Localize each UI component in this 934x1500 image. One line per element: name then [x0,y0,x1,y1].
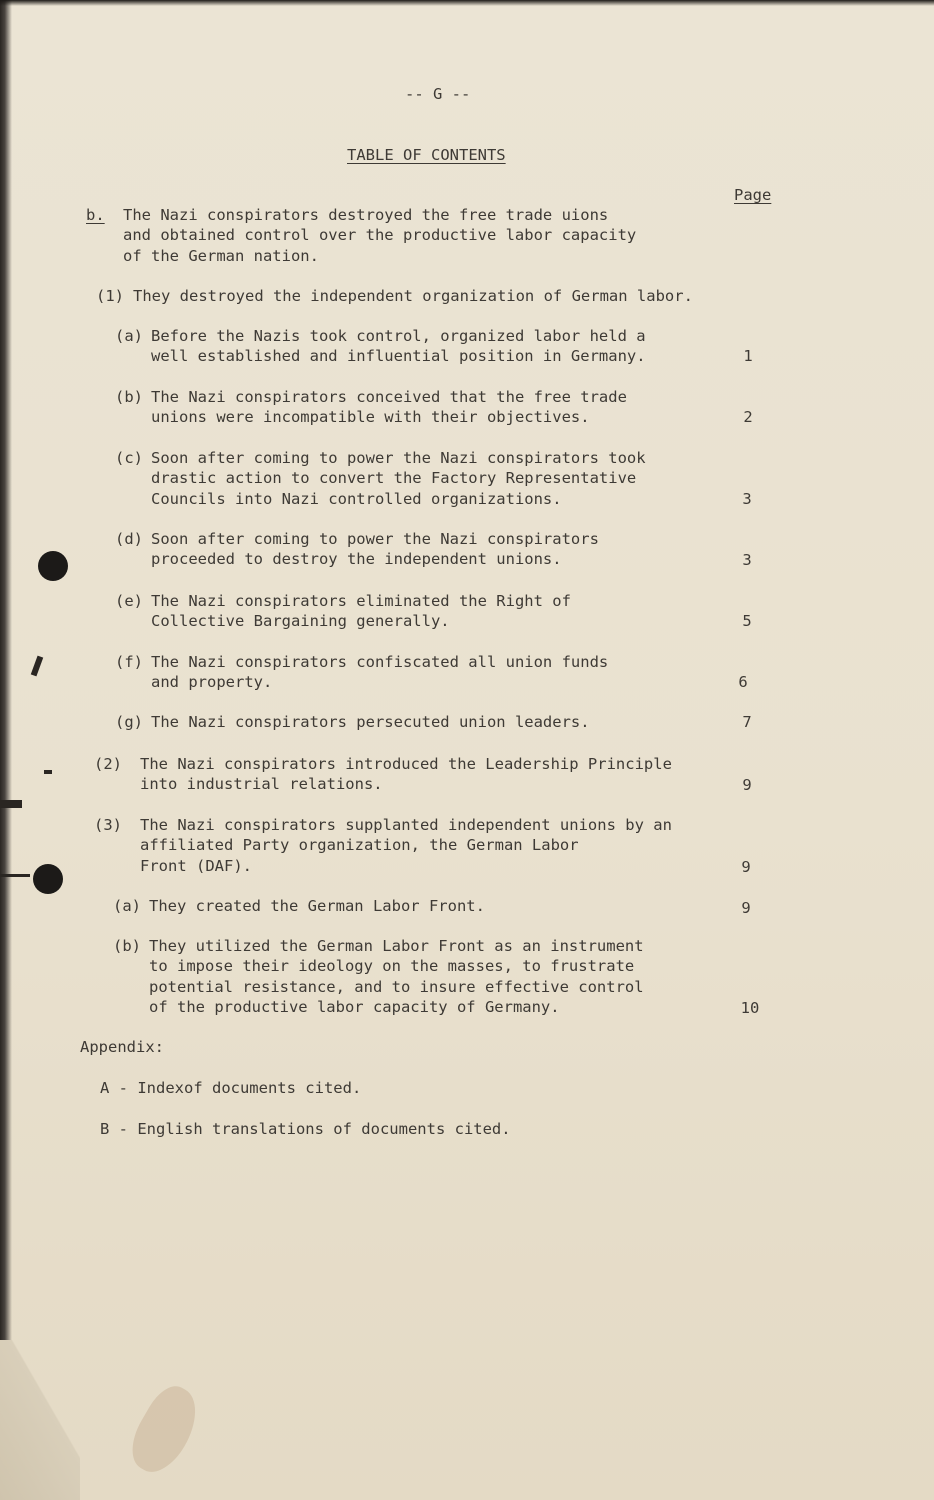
entry-marker: (a) [115,327,143,345]
entry-marker: b. [86,206,105,224]
entry-text: Before the Nazis took control, organized labor held a well established and influential position in Germany. [151,327,646,366]
entry-page-number: 1 [743,347,753,365]
entry-page-number: 9 [741,858,751,876]
entry-page-number: 5 [742,612,752,630]
entry-marker: (2) [94,755,122,773]
entry-text: Soon after coming to power the Nazi conspirators took drastic action to convert the Factory Representative Councils into Nazi controlled organizations. [151,449,646,508]
ink-mark [0,800,22,808]
entry-page-number: 9 [742,776,752,794]
entry-text: The Nazi conspirators introduced the Leadership Principle into industrial relations. [140,755,672,794]
entry-marker: (b) [115,388,143,406]
entry-marker: (g) [115,713,143,731]
appendix-item: B - English translations of documents cited. [100,1120,511,1138]
punch-hole-top [38,551,68,581]
entry-text: They destroyed the independent organization of German labor. [133,287,693,305]
entry-marker: (b) [113,937,141,955]
entry-text: The Nazi conspirators persecuted union leaders. [151,713,590,731]
ink-mark [31,656,43,677]
folded-corner [0,1340,80,1500]
entry-page-number: 3 [742,551,752,569]
entry-page-number: 6 [738,673,748,691]
entry-page-number: 7 [742,713,752,731]
page-left-edge-shadow [0,0,12,1500]
entry-marker: (3) [94,816,122,834]
entry-marker: (c) [115,449,143,467]
appendix-item: A - Indexof documents cited. [100,1079,362,1097]
page-top-edge-shadow [0,0,934,6]
page-number: -- G -- [405,85,471,103]
ink-mark [44,770,52,774]
entry-marker: (d) [115,530,143,548]
punch-hole-bottom [33,864,63,894]
page-title: TABLE OF CONTENTS [347,146,506,164]
entry-page-number: 10 [740,999,760,1017]
ink-mark [0,874,30,877]
entry-text: The Nazi conspirators supplanted independent unions by an affiliated Party organization, the German Labor Front (DAF). [140,816,672,875]
entry-text: The Nazi conspirators eliminated the Right of Collective Bargaining generally. [151,592,571,631]
entry-marker: (f) [115,653,143,671]
entry-text: Soon after coming to power the Nazi conspirators proceeded to destroy the independent unions. [151,530,599,569]
entry-text: They utilized the German Labor Front as an instrument to impose their ideology on the masses, to frustrate potential resistance, and to insure effective control of the productive labor capacity of Germany. [149,937,644,1017]
entry-text: The Nazi conspirators destroyed the free trade uions and obtained control over the productive labor capacity of the German nation. [123,206,637,265]
appendix-label: Appendix: [80,1038,164,1056]
entry-marker: (e) [115,592,143,610]
entry-text: The Nazi conspirators confiscated all union funds and property. [151,653,609,692]
entry-page-number: 2 [743,408,753,426]
entry-text: The Nazi conspirators conceived that the free trade unions were incompatible with their objectives. [151,388,627,427]
entry-text: They created the German Labor Front. [149,897,485,915]
entry-page-number: 3 [742,490,752,508]
paper-stain [121,1379,209,1482]
entry-marker: (a) [113,897,141,915]
entry-page-number: 9 [741,899,751,917]
entry-marker: (1) [96,287,124,305]
page-column-label: Page [734,186,772,204]
